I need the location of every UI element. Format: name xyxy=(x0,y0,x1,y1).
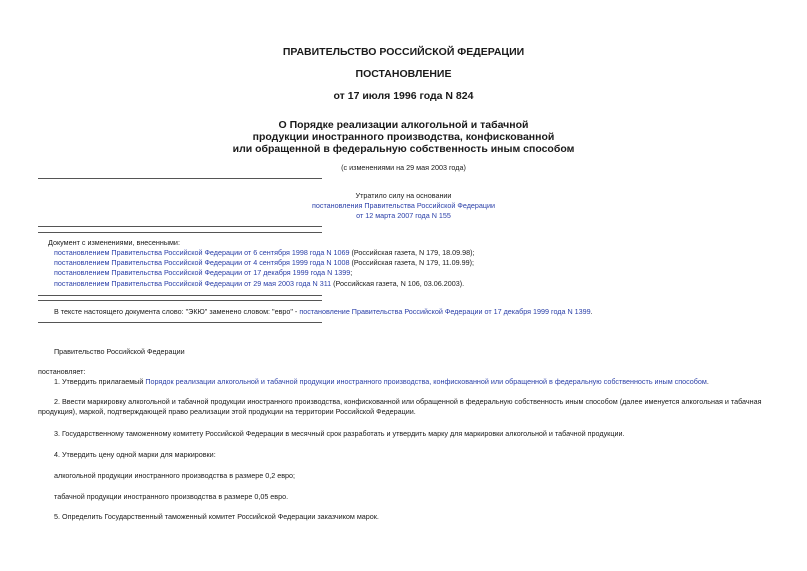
paragraph-4a: алкогольной продукции иностранного производства в размере 0,2 евро; xyxy=(54,471,296,480)
repeal-link-line-2[interactable]: от 12 марта 2007 года N 155 xyxy=(356,211,451,220)
amendment-source: (Российская газета, N 106, 03.06.2003). xyxy=(331,279,465,288)
divider xyxy=(38,178,322,179)
amendments-intro: Документ с изменениями, внесенными: xyxy=(48,238,180,247)
replacement-note xyxy=(54,307,593,316)
amendment-item xyxy=(54,268,352,277)
amendment-item xyxy=(54,248,475,257)
paragraph-1-link[interactable]: Порядок реализации алкогольной и табачной продукции иностранного производства, конфискованной или обращенной в федеральную собственность иным способом xyxy=(145,377,707,386)
repeal-link-line-1[interactable]: постановления Правительства Российской Федерации xyxy=(311,201,496,210)
changes-note xyxy=(0,163,807,172)
document-title-line-3: или обращенной в федеральную собственность иным способом xyxy=(232,143,575,155)
paragraph-1-end: . xyxy=(706,377,709,386)
paragraph-1 xyxy=(54,377,709,386)
divider xyxy=(38,226,322,227)
amendment-item xyxy=(54,258,474,267)
repeal-basis: Утратило силу на основании xyxy=(355,191,452,200)
decrees-line: постановляет: xyxy=(38,367,86,376)
government-line: Правительство Российской Федерации xyxy=(54,347,185,356)
amendment-item xyxy=(54,279,464,288)
document-type: ПОСТАНОВЛЕНИЕ xyxy=(355,68,452,80)
document-title-line-1: О Порядке реализации алкогольной и табачной xyxy=(278,119,529,131)
divider xyxy=(38,300,322,301)
paragraph-4b: табачной продукции иностранного производства в размере 0,05 евро. xyxy=(54,492,289,501)
government-heading: ПРАВИТЕЛЬСТВО РОССИЙСКОЙ ФЕДЕРАЦИИ xyxy=(282,46,525,58)
amendment-link[interactable]: постановлением Правительства Российской Федерации от 29 мая 2003 года N 311 xyxy=(54,279,332,288)
replacement-note-text: В тексте настоящего документа слово: "ЭКЮ" заменено словом: "евро" - xyxy=(54,307,300,316)
divider xyxy=(38,295,322,296)
document-date-number: от 17 июля 1996 года N 824 xyxy=(333,90,474,102)
divider xyxy=(38,232,322,233)
paragraph-1-prefix: 1. Утвердить прилагаемый xyxy=(54,377,146,386)
amendment-link[interactable]: постановлением Правительства Российской Федерации от 4 сентября 1999 года N 1008 xyxy=(54,258,350,267)
divider xyxy=(38,322,322,323)
amendment-link[interactable]: постановлением Правительства Российской Федерации от 6 сентября 1998 года N 1069 xyxy=(54,248,350,257)
paragraph-3: 3. Государственному таможенному комитету Российской Федерации в месячный срок разработать и утвердить марку для маркировки алкогольной и табачной продукции. xyxy=(54,429,625,438)
paragraph-2: 2. Ввести маркировку алкогольной и табачной продукции иностранного производства, конфискованной или обращенной в федеральную собственность иным способом (далее именуется алкогольная и табачная продукция), маркой, подтверждающей право реализации этой продукции на территории Российской Федерации. xyxy=(38,397,762,416)
paragraph-4: 4. Утвердить цену одной марки для маркировки: xyxy=(54,450,216,459)
document-title-line-2: продукции иностранного производства, конфискованной xyxy=(252,131,555,143)
amendment-source: ; xyxy=(350,268,353,277)
amendment-link[interactable]: постановлением Правительства Российской Федерации от 17 декабря 1999 года N 1399 xyxy=(54,268,351,277)
paragraph-5: 5. Определить Государственный таможенный комитет Российской Федерации заказчиком марок. xyxy=(54,512,379,521)
amendment-source: (Российская газета, N 179, 18.09.98); xyxy=(349,248,475,257)
amendment-source: (Российская газета, N 179, 11.09.99); xyxy=(349,258,474,267)
replacement-note-end: . xyxy=(590,307,593,316)
replacement-note-link[interactable]: постановление Правительства Российской Федерации от 17 декабря 1999 года N 1399 xyxy=(299,307,591,316)
changes-note-text: (с изменениями на 29 мая 2003 года) xyxy=(341,163,466,172)
